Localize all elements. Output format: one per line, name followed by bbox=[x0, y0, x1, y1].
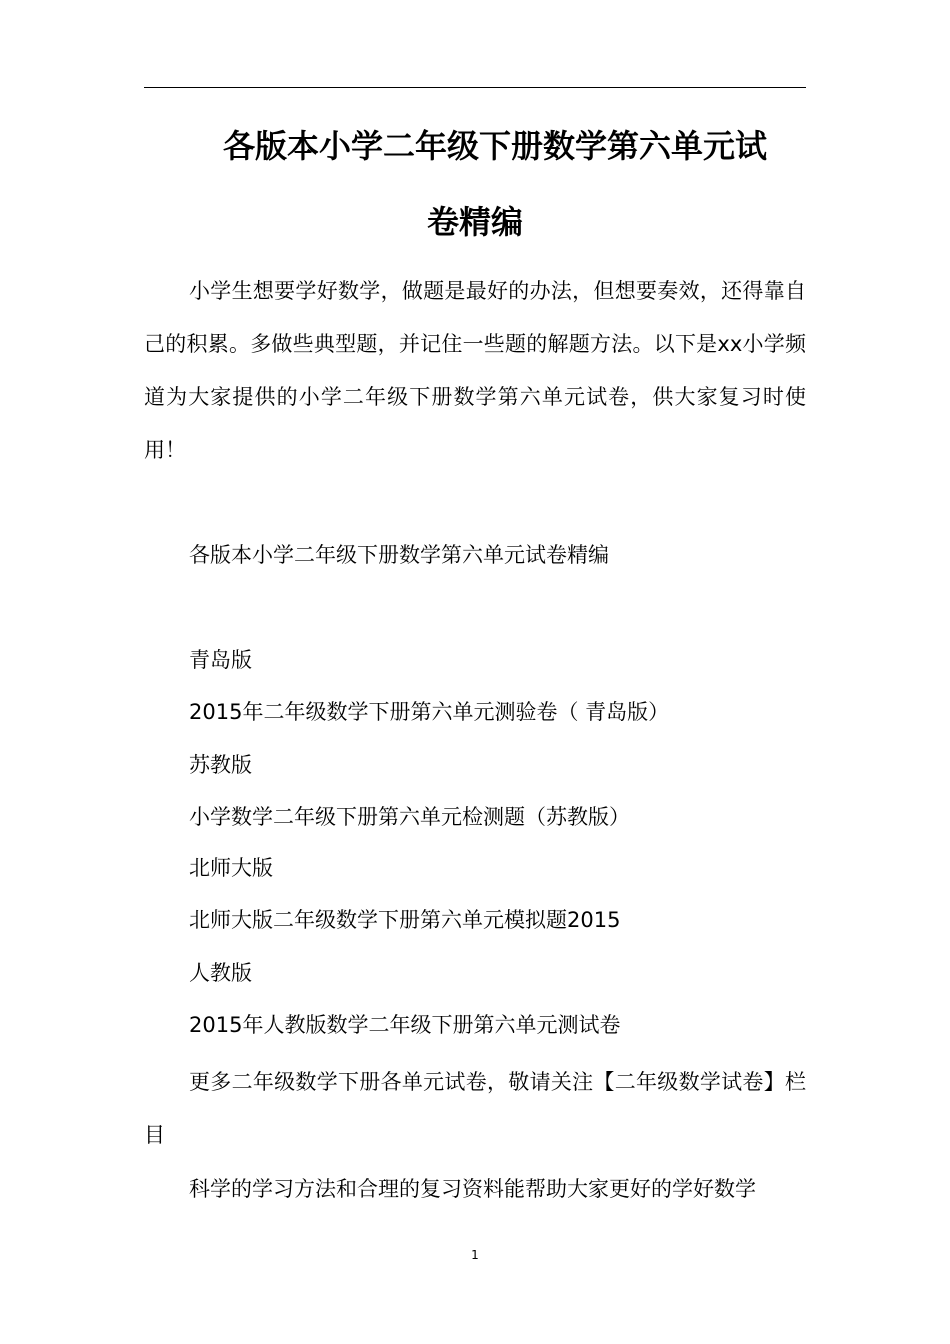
test-link-sujiao[interactable]: 小学数学二年级下册第六单元检测题（苏教版） bbox=[189, 805, 630, 829]
edition-label-qingdao: 青岛版 bbox=[189, 648, 252, 672]
test-link-beishida[interactable]: 北师大版二年级数学下册第六单元模拟题2015 bbox=[189, 908, 621, 932]
closing-paragraph: 科学的学习方法和合理的复习资料能帮助大家更好的学好数学 bbox=[189, 1177, 756, 1201]
header-rule bbox=[144, 87, 806, 88]
intro-paragraph: 小学生想要学好数学，做题是最好的办法，但想要奏效，还得靠自己的积累。多做些典型题，并记住一些题的解题方法。以下是xx小学频道为大家提供的小学二年级下册数学第六单元试卷，供大家复习时使用！ bbox=[144, 279, 806, 462]
edition-label-sujiao: 苏教版 bbox=[189, 753, 252, 777]
subtitle: 各版本小学二年级下册数学第六单元试卷精编 bbox=[189, 543, 609, 567]
more-tests-paragraph: 更多二年级数学下册各单元试卷，敬请关注【二年级数学试卷】栏目 bbox=[144, 1070, 806, 1147]
page-number: 1 bbox=[471, 1248, 479, 1262]
document-title: 各版本小学二年级下册数学第六单元试 bbox=[223, 127, 768, 165]
test-link-qingdao[interactable]: 2015年二年级数学下册第六单元测验卷（ 青岛版） bbox=[189, 700, 670, 724]
document-title-continued: 卷精编 bbox=[426, 203, 523, 241]
edition-label-beishida: 北师大版 bbox=[189, 856, 273, 880]
edition-label-renjiao: 人教版 bbox=[189, 961, 252, 985]
test-link-renjiao[interactable]: 2015年人教版数学二年级下册第六单元测试卷 bbox=[189, 1013, 621, 1037]
